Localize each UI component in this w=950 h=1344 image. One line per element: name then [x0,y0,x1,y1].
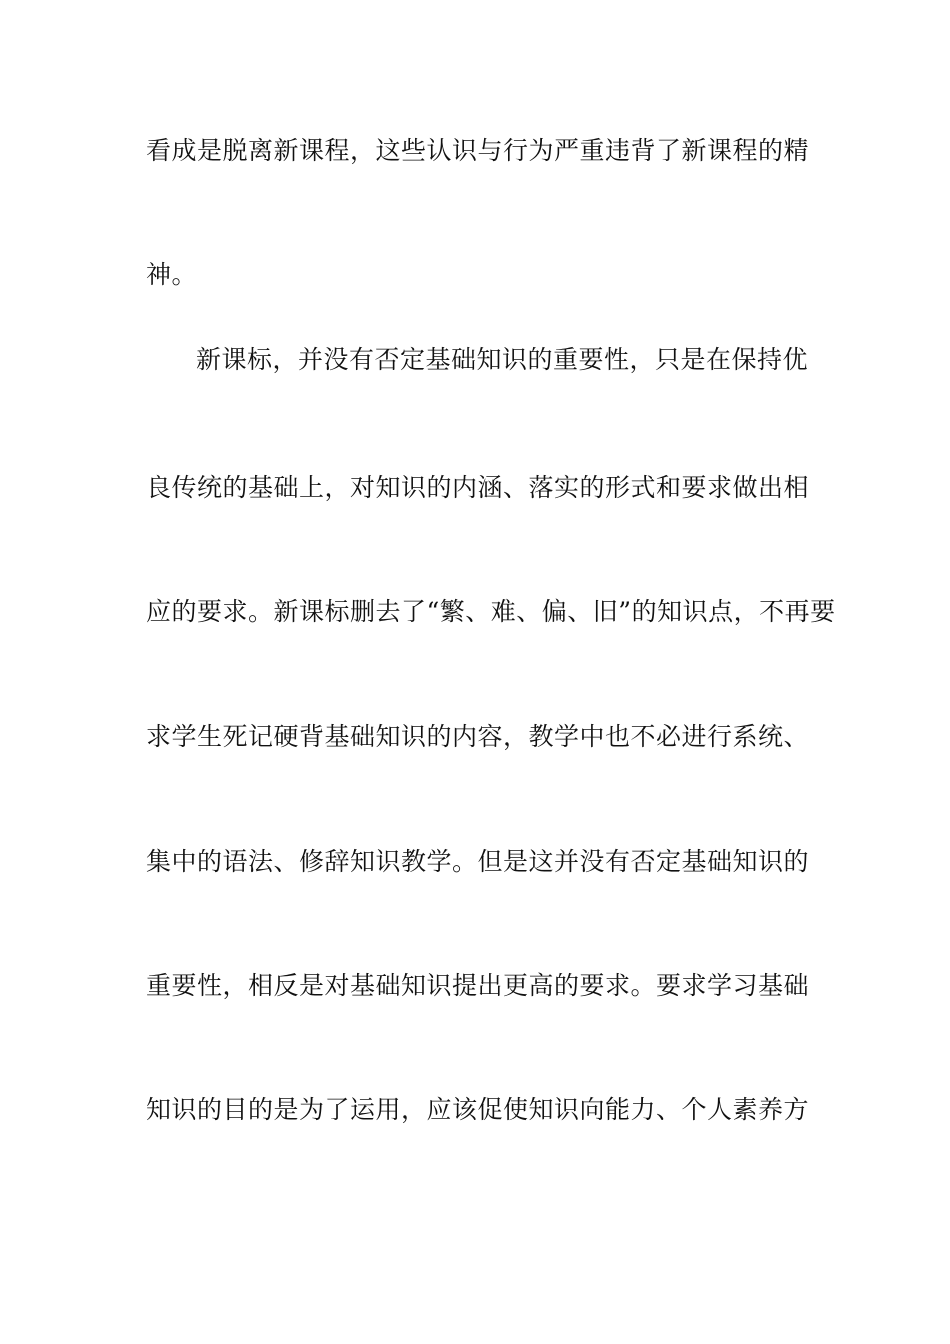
text-line: 神。 [146,260,198,289]
text-line: 集中的语法、修辞知识教学。但是这并没有否定基础知识的 [146,847,810,876]
paragraph-start-line: 新课标，并没有否定基础知识的重要性，只是在保持优 [196,345,809,374]
text-line: 重要性，相反是对基础知识提出更高的要求。要求学习基础 [146,971,810,1000]
text-line: 良传统的基础上，对知识的内涵、落实的形式和要求做出相 [146,473,810,502]
text-line: 求学生死记硬背基础知识的内容，教学中也不必进行系统、 [146,722,810,751]
text-line: 应的要求。新课标删去了“繁、难、偏、旧”的知识点，不再要 [146,597,836,626]
text-line: 知识的目的是为了运用，应该促使知识向能力、个人素养方 [146,1095,810,1124]
text-line: 看成是脱离新课程，这些认识与行为严重违背了新课程的精 [146,136,810,165]
